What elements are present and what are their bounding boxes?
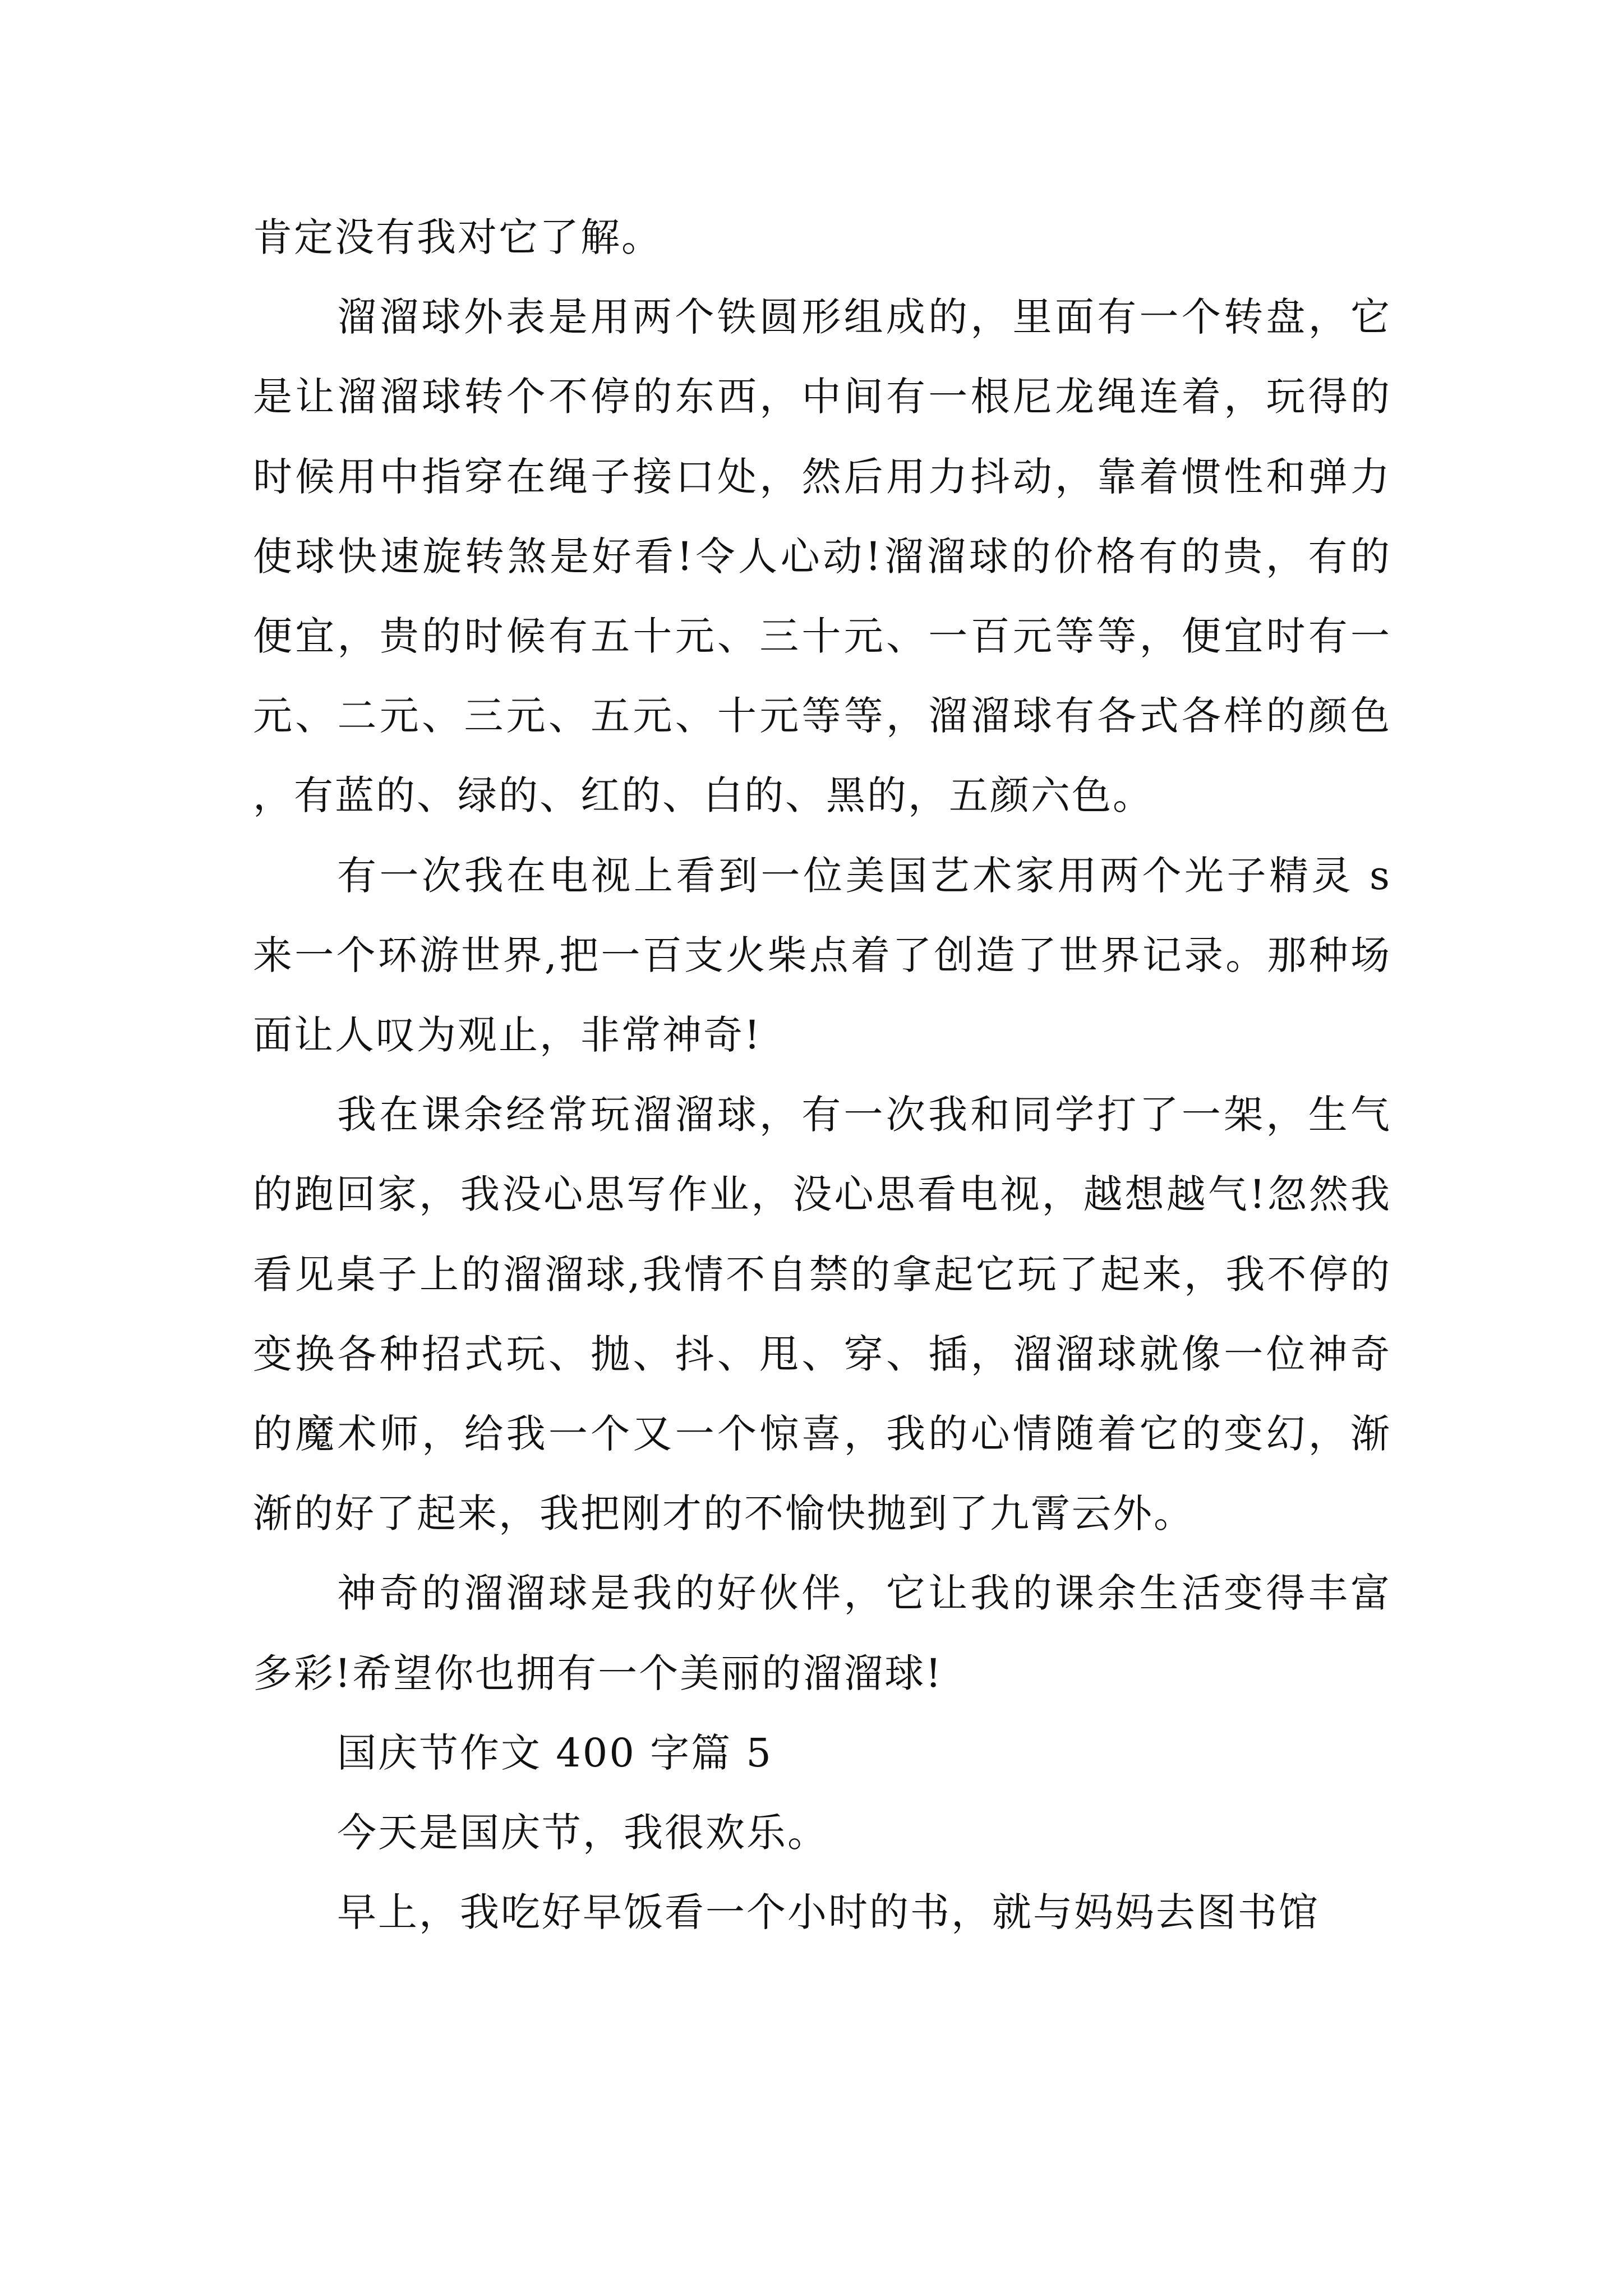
paragraph-3: 有一次我在电视上看到一位美国艺术家用两个光子精灵 s 来一个环游世界,把一百支火柴点着了创造了世界记录。那种场面让人叹为观止，非常神奇! xyxy=(253,852,1391,1059)
paragraph-7: 早上，我吃好早饭看一个小时的书，就与妈妈去图书馆 xyxy=(337,1889,1320,1936)
body-text xyxy=(253,197,1391,1952)
paragraph-2: 溜溜球外表是用两个铁圆形组成的，里面有一个转盘，它是让溜溜球转个不停的东西，中间有一根尼龙绳连着，玩得的时候用中指穿在绳子接口处，然后用力抖动，靠着惯性和弹力使球快速旋转煞是好看!令人心动!溜溜球的价格有的贵，有的便宜，贵的时候有五十元、三十元、一百元等等，便宜时有一元、二元、三元、五元、十元等等，溜溜球有各式各样的颜色，有蓝的、绿的、红的、白的、黑的，五颜六色。 xyxy=(253,294,1391,819)
section-heading: 国庆节作文 400 字篇 5 xyxy=(337,1729,773,1776)
paragraph-5: 神奇的溜溜球是我的好伙伴，它让我的课余生活变得丰富多彩!希望你也拥有一个美丽的溜溜球! xyxy=(253,1570,1391,1696)
paragraph-6: 今天是国庆节，我很欢乐。 xyxy=(337,1810,828,1856)
paragraph-1: 肯定没有我对它了解。 xyxy=(253,214,662,260)
paragraph-4: 我在课余经常玩溜溜球，有一次我和同学打了一架，生气的跑回家，我没心思写作业，没心思看电视，越想越气!忽然我看见桌子上的溜溜球,我情不自禁的拿起它玩了起来，我不停的变换各种招式玩、抛、抖、甩、穿、插，溜溜球就像一位神奇的魔术师，给我一个又一个惊喜，我的心情随着它的变幻，渐渐的好了起来，我把刚才的不愉快抛到了九霄云外。 xyxy=(253,1092,1391,1537)
